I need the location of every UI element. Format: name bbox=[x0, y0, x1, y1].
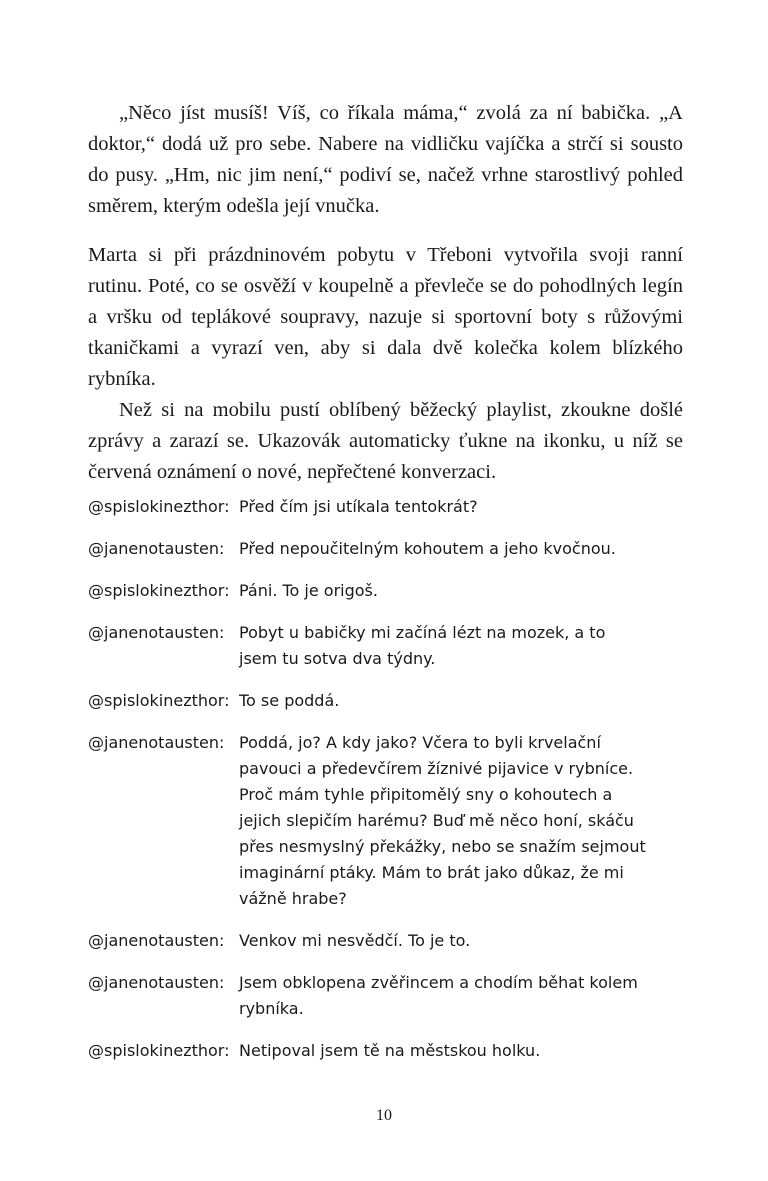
paragraph: Marta si při prázdninovém pobytu v Třeboni vytvořila svoji ranní rutinu. Poté, co se osvěží v koupelně a převleče se do pohodlných legín a vršku od teplákové soupravy, nazuje si sportovní boty s růžovými tkaničkami a vyrazí ven, aby si dala dvě kolečka kolem blízkého rybníka. bbox=[88, 244, 683, 390]
chat-message-row bbox=[88, 1038, 688, 1064]
chat-username: @spislokinezthor: bbox=[88, 581, 230, 600]
chat-message-row bbox=[88, 730, 688, 912]
chat-transcript bbox=[88, 494, 688, 1080]
chat-message-text: Páni. To je origoš. bbox=[239, 581, 378, 600]
chat-message-text: Před čím jsi utíkala tentokrát? bbox=[239, 497, 478, 516]
chat-message-row bbox=[88, 970, 688, 1022]
chat-message-row bbox=[88, 688, 688, 714]
chat-username: @spislokinezthor: bbox=[88, 497, 230, 516]
chat-username: @spislokinezthor: bbox=[88, 691, 230, 710]
chat-message-row bbox=[88, 578, 688, 604]
chat-username: @janenotausten: bbox=[88, 539, 225, 558]
chat-message-row bbox=[88, 620, 688, 672]
chat-message-text: Venkov mi nesvědčí. To je to. bbox=[239, 931, 471, 950]
prose-block-opening bbox=[88, 98, 683, 222]
chat-message-text: To se poddá. bbox=[239, 691, 340, 710]
prose-block-marta bbox=[88, 240, 683, 488]
chat-message-text: Pobyt u babičky mi začíná lézt na mozek, a to jsem tu sotva dva týdny. bbox=[239, 623, 606, 668]
chat-message-row bbox=[88, 494, 688, 520]
chat-username: @janenotausten: bbox=[88, 733, 225, 752]
chat-username: @janenotausten: bbox=[88, 973, 225, 992]
chat-message-text: Jsem obklopena zvěřincem a chodím běhat kolem rybníka. bbox=[239, 973, 638, 1018]
chat-username: @spislokinezthor: bbox=[88, 1041, 230, 1060]
chat-message-row bbox=[88, 536, 688, 562]
chat-message-row bbox=[88, 928, 688, 954]
paragraph: „Něco jíst musíš! Víš, co říkala máma,“ zvolá za ní babička. „A doktor,“ dodá už pro sebe. Nabere na vidličku vajíčka a strčí si sousto do pusy. „Hm, nic jim není,“ podiví se, načež vrhne starostlivý pohled směrem, kterým odešla její vnučka. bbox=[88, 102, 683, 217]
page-number: 10 bbox=[376, 1107, 392, 1124]
chat-username: @janenotausten: bbox=[88, 623, 225, 642]
chat-message-text: Před nepoučitelným kohoutem a jeho kvočnou. bbox=[239, 539, 616, 558]
chat-username: @janenotausten: bbox=[88, 931, 225, 950]
chat-message-text: Netipoval jsem tě na městskou holku. bbox=[239, 1041, 541, 1060]
paragraph: Než si na mobilu pustí oblíbený běžecký playlist, zkoukne došlé zprávy a zarazí se. Ukazovák automaticky ťukne na ikonku, u níž se červená oznámení o nové, nepřečtené konverzaci. bbox=[88, 399, 683, 483]
chat-message-text: Poddá, jo? A kdy jako? Včera to byli krvelační pavouci a předevčírem žíznivé pijavice v rybníce. Proč mám tyhle připitomělý sny o kohoutech a jejich slepičím harému? Buď mě něco honí, skáču přes nesmyslný překážky, nebo se snažím sejmout imaginární ptáky. Mám to brát jako důkaz, že mi vážně hrabe? bbox=[239, 733, 646, 908]
